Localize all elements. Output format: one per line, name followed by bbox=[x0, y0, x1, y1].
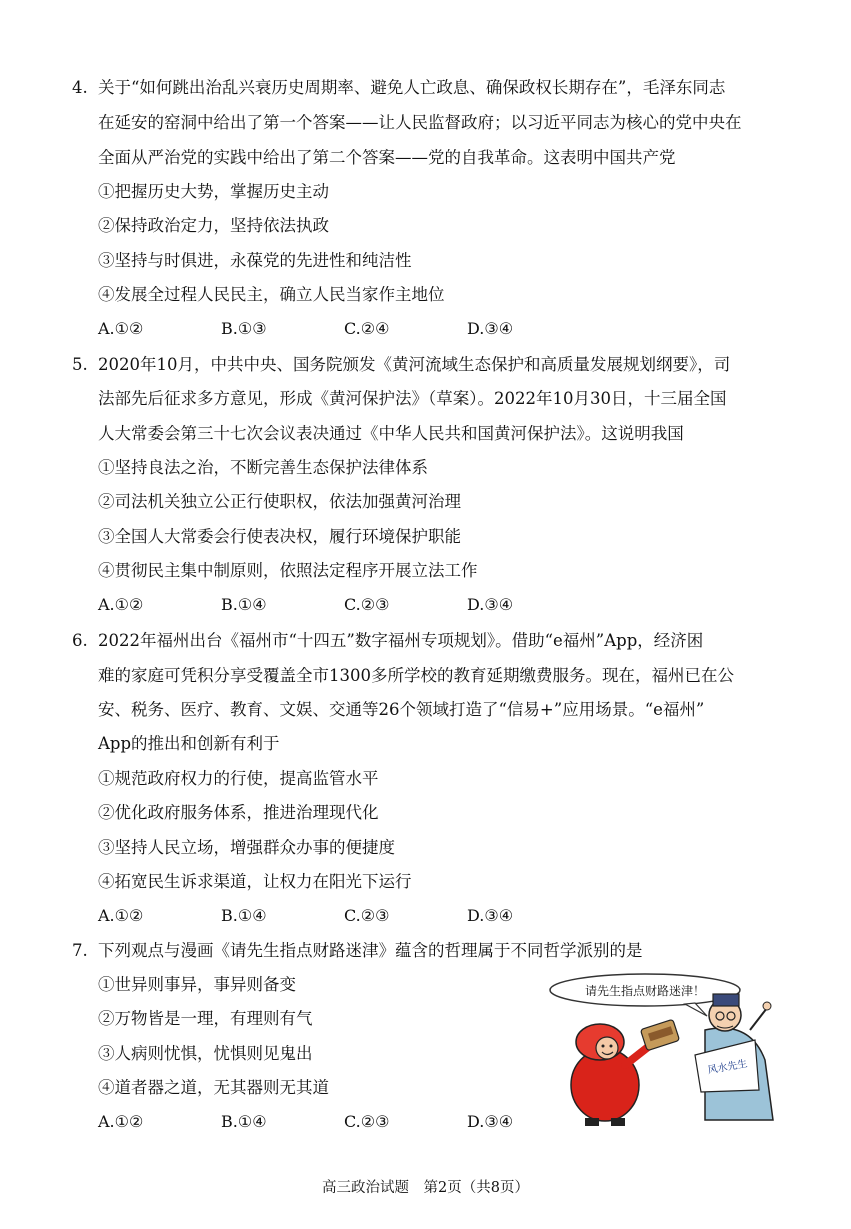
question-stem-line: 安、税务、医疗、教育、文娱、交通等26个领域打造了“信易+”应用场景。“e福州” bbox=[98, 700, 705, 719]
question-number: 4. bbox=[72, 78, 88, 97]
statement: ③人病则忧惧，忧惧则见鬼出 bbox=[98, 1044, 313, 1063]
question-stem-line: 关于“如何跳出治乱兴衰历史周期率、避免人亡政息、确保政权长期存在”，毛泽东同志 bbox=[98, 78, 726, 97]
question-stem-line: 法部先后征求多方意见，形成《黄河保护法》（草案）。2022年10月30日，十三届全国 bbox=[98, 389, 727, 408]
option-d[interactable]: D.③④ bbox=[467, 595, 514, 614]
question-stem-line: App的推出和创新有利于 bbox=[98, 734, 280, 753]
statement: ②司法机关独立公正行使职权，依法加强黄河治理 bbox=[98, 492, 461, 511]
question-number: 6. bbox=[72, 631, 88, 650]
question-stem-line: 人大常委会第三十七次会议表决通过《中华人民共和国黄河保护法》。这说明我国 bbox=[98, 424, 684, 443]
option-b[interactable]: B.①④ bbox=[221, 1112, 267, 1131]
question-stem-line: 下列观点与漫画《请先生指点财路迷津》蕴含的哲理属于不同哲学派别的是 bbox=[98, 941, 643, 960]
cartoon-illustration bbox=[545, 970, 785, 1130]
option-c[interactable]: C.②④ bbox=[344, 319, 390, 338]
question-number: 5. bbox=[72, 355, 88, 374]
answer-options bbox=[98, 594, 558, 616]
statement: ④道者器之道，无其器则无其道 bbox=[98, 1078, 329, 1097]
statement: ①把握历史大势，掌握历史主动 bbox=[98, 182, 329, 201]
statement: ②万物皆是一理，有理则有气 bbox=[98, 1009, 313, 1028]
question-stem-line: 在延安的窑洞中给出了第一个答案——让人民监督政府；以习近平同志为核心的党中央在 bbox=[98, 113, 742, 132]
question-stem-line: 2022年福州出台《福州市“十四五”数字福州专项规划》。借助“e福州”App，经济困 bbox=[98, 631, 704, 650]
option-a[interactable]: A.①② bbox=[98, 595, 144, 614]
statement: ②优化政府服务体系，推进治理现代化 bbox=[98, 803, 379, 822]
option-a[interactable]: A.①② bbox=[98, 319, 144, 338]
statement: ①世异则事异，事异则备变 bbox=[98, 975, 296, 994]
statement: ③坚持人民立场，增强群众办事的便捷度 bbox=[98, 838, 395, 857]
option-b[interactable]: B.①③ bbox=[221, 319, 267, 338]
option-c[interactable]: C.②③ bbox=[344, 595, 390, 614]
money-bundle bbox=[640, 1019, 679, 1050]
answer-options bbox=[98, 1111, 558, 1133]
statement: ④拓宽民生诉求渠道，让权力在阳光下运行 bbox=[98, 872, 412, 891]
option-a[interactable]: A.①② bbox=[98, 906, 144, 925]
option-c[interactable]: C.②③ bbox=[344, 1112, 390, 1131]
page-footer: 高三政治试题 第2页（共8页） bbox=[322, 1180, 529, 1196]
statement: ①规范政府权力的行使，提高监管水平 bbox=[98, 769, 379, 788]
option-a[interactable]: A.①② bbox=[98, 1112, 144, 1131]
statement: ④发展全过程人民民主，确立人民当家作主地位 bbox=[98, 285, 445, 304]
statement: ③坚持与时俱进，永葆党的先进性和纯洁性 bbox=[98, 251, 412, 270]
option-c[interactable]: C.②③ bbox=[344, 906, 390, 925]
option-d[interactable]: D.③④ bbox=[467, 319, 514, 338]
statement: ④贯彻民主集中制原则，依照法定程序开展立法工作 bbox=[98, 561, 478, 580]
question-stem-line: 2020年10月，中共中央、国务院颁发《黄河流域生态保护和高质量发展规划纲要》，司 bbox=[98, 355, 731, 374]
answer-options bbox=[98, 318, 558, 340]
statement: ②保持政治定力，坚持依法执政 bbox=[98, 216, 329, 235]
option-b[interactable]: B.①④ bbox=[221, 906, 267, 925]
cartoon-drawing bbox=[545, 970, 785, 1130]
statement: ①坚持良法之治，不断完善生态保护法律体系 bbox=[98, 458, 428, 477]
answer-options bbox=[98, 905, 558, 927]
option-b[interactable]: B.①④ bbox=[221, 595, 267, 614]
question-stem-line: 难的家庭可凭积分享受覆盖全市1300多所学校的教育延期缴费服务。现在，福州已在公 bbox=[98, 666, 734, 685]
statement: ③全国人大常委会行使表决权，履行环境保护职能 bbox=[98, 527, 461, 546]
speech-text: 请先生指点财路迷津！ bbox=[584, 984, 706, 998]
option-d[interactable]: D.③④ bbox=[467, 906, 514, 925]
question-stem-line: 全面从严治党的实践中给出了第二个答案——党的自我革命。这表明中国共产党 bbox=[98, 148, 676, 167]
option-d[interactable]: D.③④ bbox=[467, 1112, 514, 1131]
question-number: 7. bbox=[72, 941, 88, 960]
fan-text: 风水先生 bbox=[706, 1058, 749, 1077]
fortune-teller-figure bbox=[695, 994, 773, 1120]
